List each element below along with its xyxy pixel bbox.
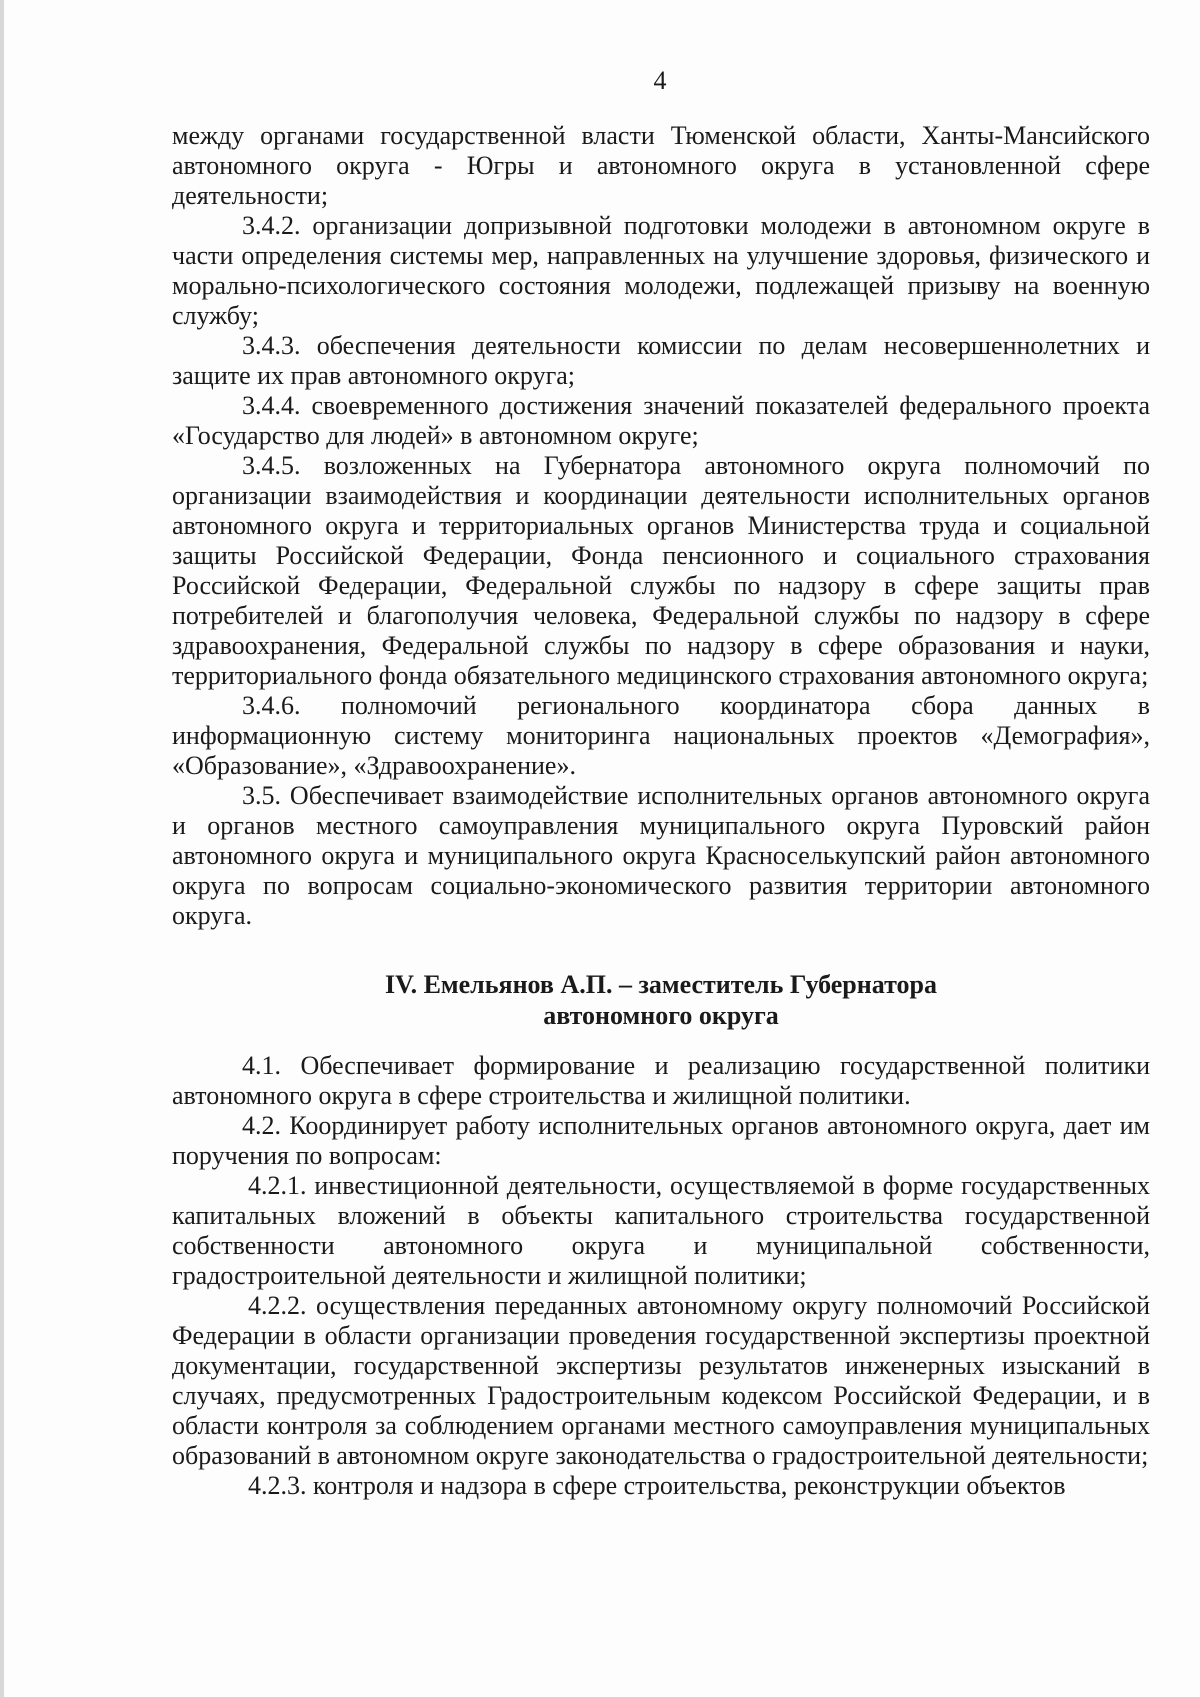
paragraph-4-2: 4.2. Координирует работу исполнительных органов автономного округа, дает им поручения по вопросам: bbox=[172, 1111, 1150, 1170]
paragraph-4-1: 4.1. Обеспечивает формирование и реализацию государственной политики автономного округа в сфере строительства и жилищной политики. bbox=[172, 1051, 1150, 1110]
paragraph-3-4-3: 3.4.3. обеспечения деятельности комиссии по делам несовершеннолетних и защите их прав автономного округа; bbox=[172, 331, 1150, 390]
paragraph-continuation: между органами государственной власти Тюменской области, Ханты-Мансийского автономного округа - Югры и автономного округа в установленной сфере деятельности; bbox=[172, 121, 1150, 210]
paragraph-3-4-6: 3.4.6. полномочий регионального координатора сбора данных в информационную систему мониторинга национальных проектов «Демография», «Образование», «Здравоохранение». bbox=[172, 691, 1150, 780]
section-heading-line-1: IV. Емельянов А.П. – заместитель Губернатора bbox=[385, 970, 937, 999]
paragraph-4-2-1: 4.2.1. инвестиционной деятельности, осуществляемой в форме государственных капитальных вложений в объекты капитального строительства государственной собственности автономного округа и муниципальной собственности, градостроительной деятельности и жилищной политики; bbox=[172, 1171, 1150, 1290]
section-heading bbox=[172, 969, 1150, 1031]
paragraph-3-4-2: 3.4.2. организации допризывной подготовки молодежи в автономном округе в части определения системы мер, направленных на улучшение здоровья, физического и морально-психологического состояния молодежи, подлежащей призыву на военную службу; bbox=[172, 211, 1150, 330]
paragraph-3-4-5: 3.4.5. возложенных на Губернатора автономного округа полномочий по организации взаимодействия и координации деятельности исполнительных органов автономного округа и территориальных органов Министерства труда и социальной защиты Российской Федерации, Фонда пенсионного и социального страхования Российской Федерации, Федеральной службы по надзору в сфере защиты прав потребителей и благополучия человека, Федеральной службы по надзору в сфере здравоохранения, Федеральной службы по надзору в сфере образования и науки, территориального фонда обязательного медицинского страхования автономного округа; bbox=[172, 451, 1150, 690]
scan-edge bbox=[0, 0, 4, 1697]
section-heading-line-2: автономного округа bbox=[543, 1001, 779, 1030]
paragraph-4-2-3: 4.2.3. контроля и надзора в сфере строительства, реконструкции объектов bbox=[248, 1471, 1066, 1500]
paragraph-4-2-2: 4.2.2. осуществления переданных автономному округу полномочий Российской Федерации в области организации проведения государственной экспертизы проектной документации, государственной экспертизы результатов инженерных изысканий в случаях, предусмотренных Градостроительным кодексом Российской Федерации, и в области контроля за соблюдением органами местного самоуправления муниципальных образований в автономном округе законодательства о градостроительной деятельности; bbox=[172, 1291, 1150, 1470]
paragraph-3-4-4: 3.4.4. своевременного достижения значений показателей федерального проекта «Государство для людей» в автономном округе; bbox=[172, 391, 1150, 450]
document-body bbox=[172, 121, 1150, 1501]
page-number: 4 bbox=[653, 66, 667, 95]
paragraph-3-5: 3.5. Обеспечивает взаимодействие исполнительных органов автономного округа и органов местного самоуправления муниципального округа Пуровский район автономного округа и муниципального округа Красноселькупский район автономного округа по вопросам социально-экономического развития территории автономного округа. bbox=[172, 781, 1150, 930]
